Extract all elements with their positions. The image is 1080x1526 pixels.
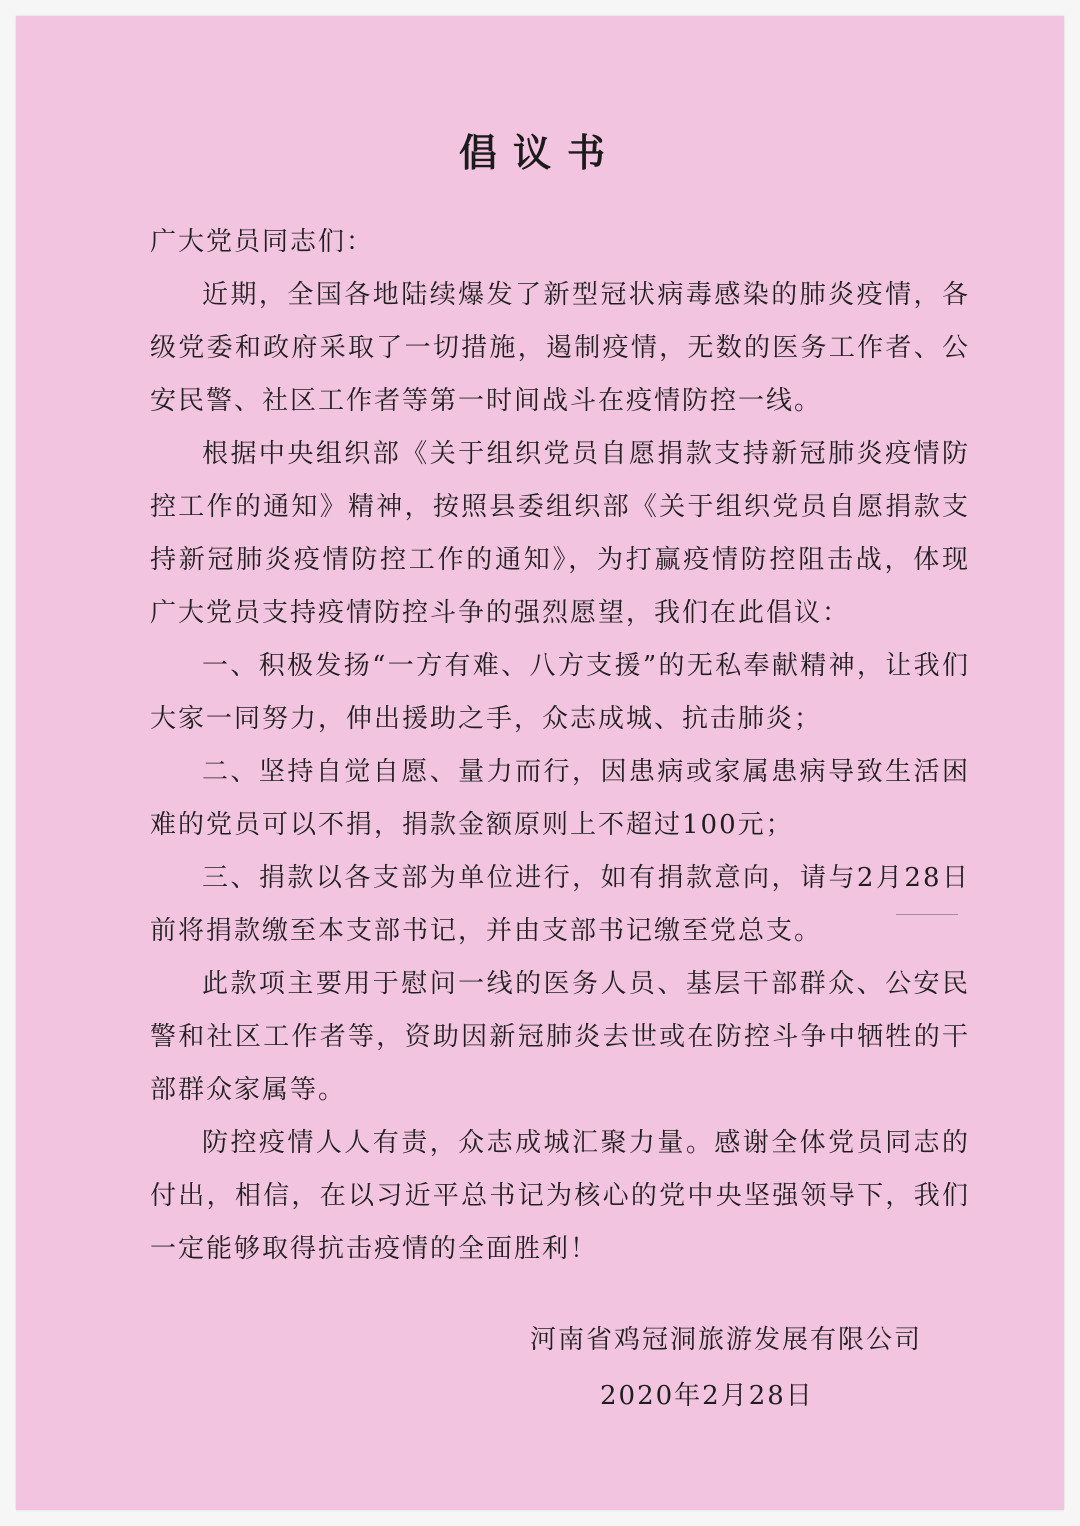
- paragraph-intro: 近期，全国各地陆续爆发了新型冠状病毒感染的肺炎疫情，各级党委和政府采取了一切措施，遏制疫情，无数的医务工作者、公安民警、社区工作者等第一时间战斗在疫情防控一线。: [150, 280, 970, 416]
- paragraph-basis: 根据中央组织部《关于组织党员自愿捐款支持新冠肺炎疫情防控工作的通知》精神，按照县委组织部《关于组织党员自愿捐款支持新冠肺炎疫情防控工作的通知》，为打赢疫情防控阻击战，体现广大党员支持疫情防控斗争的强烈愿望，我们在此倡议：: [150, 439, 970, 628]
- signature-date: 2020年2月28日: [600, 1381, 814, 1411]
- paragraph-usage: 此款项主要用于慰问一线的医务人员、基层干部群众、公安民警和社区工作者等，资助因新冠肺炎去世或在防控斗争中牺牲的干部群众家属等。: [150, 969, 970, 1105]
- paragraph-item-2: 二、坚持自觉自愿、量力而行，因患病或家属患病导致生活困难的党员可以不捐，捐款金额原则上不超过100元；: [150, 757, 970, 840]
- paragraph-item-1: 一、积极发扬“一方有难、八方支援”的无私奉献精神，让我们大家一同努力，伸出援助之手，众志成城、抗击肺炎；: [150, 651, 970, 734]
- scan-mark: [896, 914, 958, 915]
- document-title: 倡议书: [458, 131, 621, 175]
- salutation: 广大党员同志们：: [150, 227, 375, 257]
- paragraph-item-3: 三、捐款以各支部为单位进行，如有捐款意向，请与2月28日前将捐款缴至本支部书记，并由支部书记缴至党总支。: [150, 863, 970, 946]
- document-body: [150, 216, 970, 1276]
- paragraph-closing: 防控疫情人人有责，众志成城汇聚力量。感谢全体党员同志的付出，相信，在以习近平总书记为核心的党中央坚强领导下，我们一定能够取得抗击疫情的全面胜利！: [150, 1128, 970, 1264]
- signature-company: 河南省鸡冠洞旅游发展有限公司: [530, 1325, 923, 1355]
